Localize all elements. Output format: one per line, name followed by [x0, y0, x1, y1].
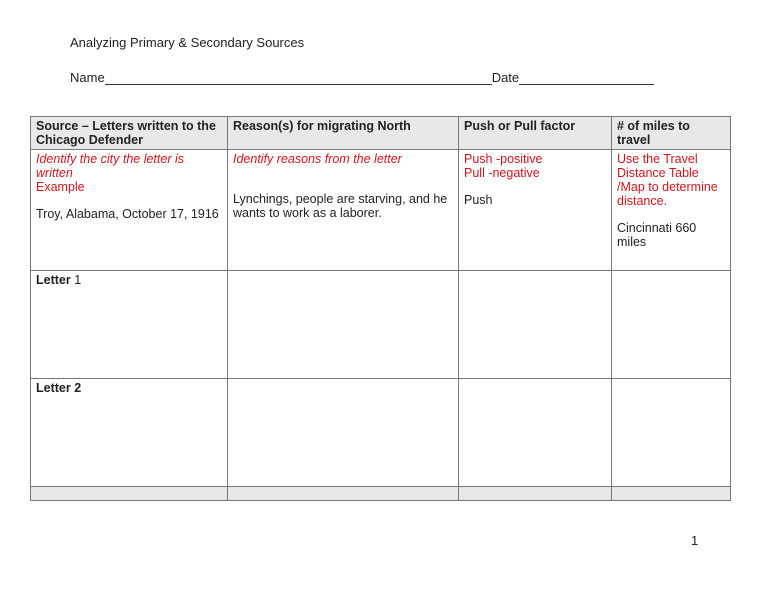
footer-cell-1	[31, 487, 228, 501]
table-row-letter-2	[31, 379, 731, 487]
example-label: Example	[36, 180, 85, 194]
cell-reason-example[interactable]	[228, 150, 459, 271]
cell-source-letter-1[interactable]	[31, 271, 228, 379]
header-reason: Reason(s) for migrating North	[228, 117, 459, 150]
letter-2-label: Letter 2	[36, 381, 82, 395]
factor-instruction-push: Push -positive	[464, 152, 543, 166]
cell-miles-example[interactable]	[612, 150, 731, 271]
cell-miles-letter-1[interactable]	[612, 271, 731, 379]
reason-instruction: Identify reasons from the letter	[233, 152, 402, 166]
document-title: Analyzing Primary & Secondary Sources	[70, 35, 305, 50]
cell-factor-example[interactable]	[459, 150, 612, 271]
letter-1-label-number: 1	[70, 273, 82, 287]
cell-factor-letter-2[interactable]	[459, 379, 612, 487]
cell-source-letter-2[interactable]	[31, 379, 228, 487]
header-miles: # of miles to travel	[612, 117, 731, 150]
sources-table	[30, 116, 731, 501]
reason-value: Lynchings, people are starving, and he wants to work as a laborer.	[233, 192, 448, 220]
date-label: Date	[491, 70, 520, 85]
page-number: 1	[691, 533, 699, 548]
table-header-row	[31, 117, 731, 150]
source-instruction: Identify the city the letter is written	[36, 152, 184, 180]
date-field[interactable]	[519, 71, 654, 85]
cell-factor-letter-1[interactable]	[459, 271, 612, 379]
cell-source-example[interactable]	[31, 150, 228, 271]
header-source: Source – Letters written to the Chicago Defender	[31, 117, 228, 150]
footer-cell-3	[459, 487, 612, 501]
factor-value: Push	[464, 193, 493, 207]
cell-reason-letter-2[interactable]	[228, 379, 459, 487]
source-value: Troy, Alabama, October 17, 1916	[36, 207, 219, 221]
cell-miles-letter-2[interactable]	[612, 379, 731, 487]
name-label: Name	[70, 70, 105, 85]
cell-reason-letter-1[interactable]	[228, 271, 459, 379]
table-footer-row	[31, 487, 731, 501]
letter-1-label-bold: Letter	[36, 273, 71, 287]
table-row-letter-1	[31, 271, 731, 379]
footer-cell-4	[612, 487, 731, 501]
name-date-line	[70, 70, 654, 85]
footer-cell-2	[228, 487, 459, 501]
header-factor: Push or Pull factor	[459, 117, 612, 150]
miles-instruction: Use the Travel Distance Table /Map to determine distance.	[617, 152, 718, 208]
name-field[interactable]	[105, 71, 492, 85]
miles-value: Cincinnati 660 miles	[617, 221, 697, 249]
table-row-example	[31, 150, 731, 271]
factor-instruction-pull: Pull -negative	[464, 166, 540, 180]
